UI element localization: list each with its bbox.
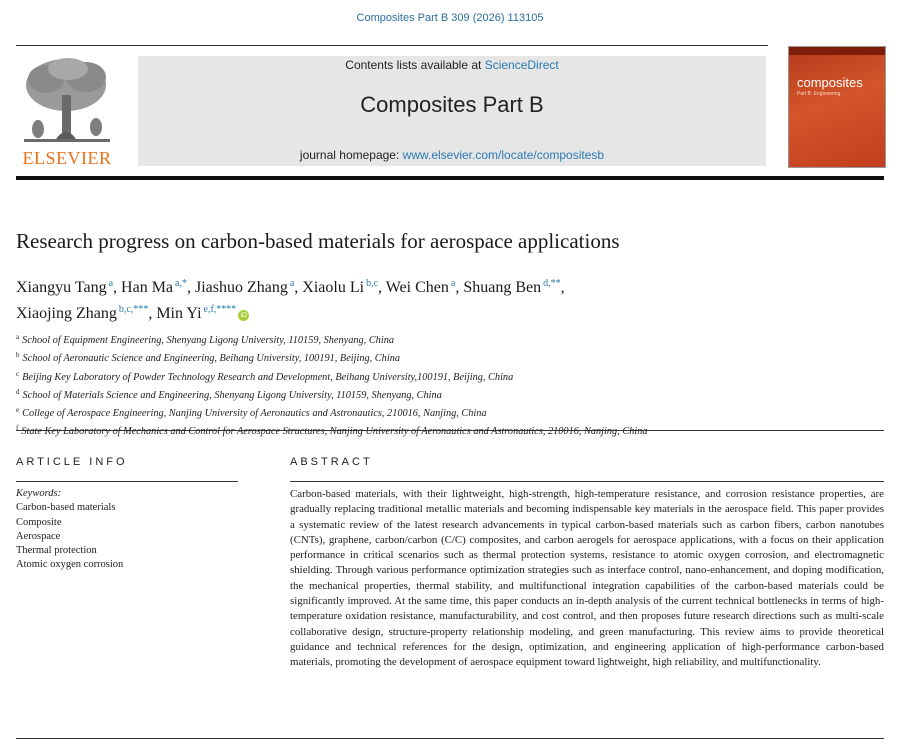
section-rule bbox=[16, 430, 884, 431]
keywords-label: Keywords: bbox=[16, 488, 62, 499]
keyword-item[interactable]: Aerospace bbox=[16, 530, 61, 542]
journal-masthead bbox=[138, 56, 766, 166]
author-affiliation-marker[interactable]: a bbox=[450, 278, 456, 289]
keyword-item[interactable]: Carbon-based materials bbox=[16, 502, 116, 514]
header-thick-rule bbox=[16, 176, 884, 180]
affiliation-item: $^a$ School of Equipment Engineering, Shenyang Ligong University, 110159, Shenyang, China bbox=[16, 333, 394, 346]
publisher-wordmark: ELSEVIER bbox=[22, 148, 112, 168]
cover-title: composites bbox=[797, 75, 863, 90]
keyword-item[interactable]: Atomic oxygen corrosion bbox=[16, 559, 124, 571]
abstract-rule bbox=[290, 481, 884, 482]
author[interactable]: Min Yi $^{e,f,****}$ bbox=[156, 304, 237, 322]
cover-subtitle: Part B: Engineering bbox=[797, 91, 841, 97]
cover-band bbox=[789, 47, 885, 55]
journal-citation[interactable]: Composites Part B 309 (2026) 113105 bbox=[356, 12, 544, 24]
article-info-rule bbox=[16, 481, 238, 482]
article-info-heading: ARTICLE INFO bbox=[16, 456, 128, 468]
journal-homepage-link[interactable]: www.elsevier.com/locate/compositesb bbox=[402, 148, 605, 162]
author[interactable]: Shuang Ben $^{d,**}$, bbox=[463, 278, 565, 296]
author-affiliation-marker[interactable]: a,* bbox=[175, 278, 187, 289]
author[interactable]: Han Ma $^{a,*}$, bbox=[121, 278, 191, 296]
author[interactable]: Xiaojing Zhang $^{b,c,***}$, bbox=[16, 304, 153, 322]
author[interactable]: Xiaolu Li $^{b,c}$, bbox=[302, 278, 383, 296]
author[interactable]: Xiangyu Tang $^a$, bbox=[16, 278, 118, 296]
author[interactable]: Wei Chen $^a$, bbox=[385, 278, 460, 296]
journal-name: Composites Part B bbox=[360, 92, 544, 117]
keyword-item[interactable]: Composite bbox=[16, 516, 62, 528]
paper-title: Research progress on carbon-based materials for aerospace applications bbox=[16, 229, 620, 253]
keyword-item[interactable]: Thermal protection bbox=[16, 545, 97, 557]
abstract-text: Carbon-based materials, with their lightweight, high-strength, high-temperature resistance, and corrosion resistance properties, are gradually replacing traditional metallic materials and becoming indispensable key materials in the aerospace field. This paper provides a systematic review of the latest research advancements in typical carbon-based materials such as carbon fibers, carbon nanotubes (CNTs), graphene, carbon/carbon (C/C) composites, and carbon aerogels for aerospace applications, with a focus on their application performance in critical scenarios such as thermal protection systems, resistance to atomic oxygen corrosion, and electromagnetic shielding. Through various performance optimization strategies such as interface control, nano-enhancement, and doping modification, the mechanical properties, thermal stability, and multifunctional integration capabilities of the carbon-based materials could be significantly improved. At the same time, this paper conducts an in-depth analysis of the current technical bottlenecks in terms of high-temperature oxidation resistance, manufacturability, and cost control, and then proposes future research directions such as multi-scale collaborative design, structure-property relationship modeling, and green manufacturing. This review aims to provide theoretical guidance and technical references for the design, optimization, and engineering application of high-performance carbon-based materials, promoting the development of aerospace equipment toward lightweight, high reliability, and multifunctionality. bbox=[290, 488, 884, 669]
affiliation-item: $^e$ College of Aerospace Engineering, Nanjing University of Aeronautics and Astronautics, 210016, Nanjing, China bbox=[16, 406, 487, 420]
author-affiliation-marker[interactable]: b,c,*** bbox=[118, 304, 149, 315]
author-affiliation-marker[interactable]: a bbox=[289, 278, 295, 289]
header-top-rule bbox=[16, 45, 768, 46]
journal-cover-image[interactable] bbox=[788, 46, 886, 168]
affiliation-item: $^d$ School of Materials Science and Engineering, Shenyang Ligong University, 110159, Shenyang, China bbox=[16, 387, 442, 401]
sciencedirect-link[interactable]: ScienceDirect bbox=[484, 58, 559, 72]
author-affiliation-marker[interactable]: e,f,**** bbox=[203, 304, 237, 315]
contents-line bbox=[138, 58, 766, 72]
author[interactable]: Jiashuo Zhang $^a$, bbox=[194, 278, 299, 296]
affiliation-item: $^f$ State Key Laboratory of Mechanics and Control for Aerospace Structures, Nanjing University of Aeronautics and Astronautics, 210016, Nanjing, China bbox=[16, 424, 648, 438]
keywords-block bbox=[16, 487, 123, 573]
author-affiliation-marker[interactable]: d,** bbox=[543, 278, 561, 289]
affiliation-item: $^b$ School of Aeronautic Science and Engineering, Beihang University, 100191, Beijing, China bbox=[16, 351, 400, 365]
footer-rule bbox=[16, 738, 884, 739]
affiliation-list bbox=[16, 330, 886, 440]
contents-prefix: Contents lists available at bbox=[345, 58, 485, 72]
orcid-icon[interactable]: iD bbox=[238, 310, 249, 321]
affiliation-item: $^c$ Beijing Key Laboratory of Powder Technology Research and Development, Beihang University,100191, Beijing, China bbox=[16, 369, 514, 383]
author-list bbox=[16, 273, 876, 325]
homepage-line bbox=[138, 148, 766, 162]
author-affiliation-marker[interactable]: b,c bbox=[366, 278, 379, 289]
author-affiliation-marker[interactable]: a bbox=[108, 278, 114, 289]
abstract-heading: ABSTRACT bbox=[290, 456, 373, 468]
tree-icon bbox=[16, 55, 118, 147]
homepage-prefix: journal homepage: bbox=[299, 148, 403, 162]
